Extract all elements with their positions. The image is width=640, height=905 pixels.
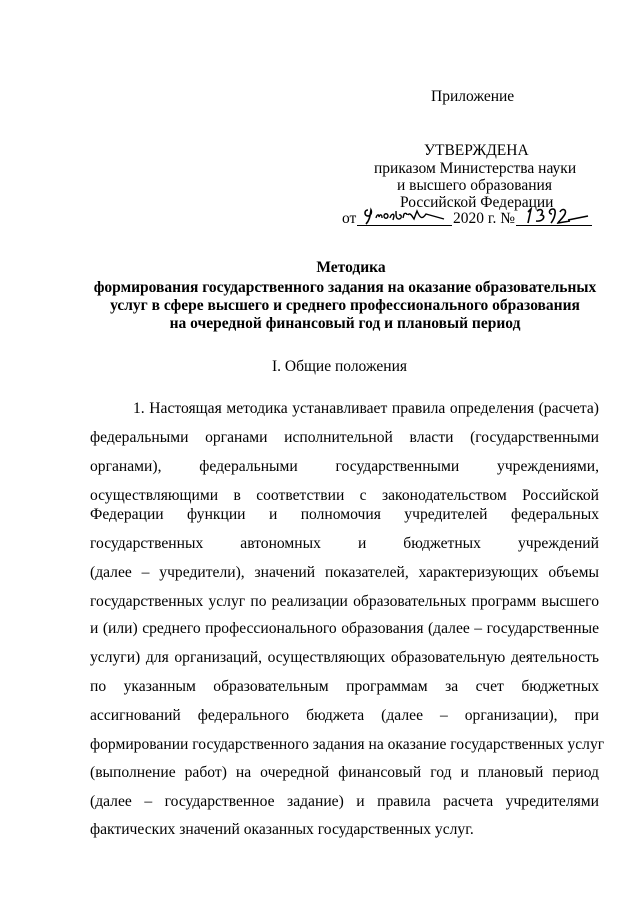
paragraph-line: формировании государственного задания на оказание государственных услуг <box>90 736 605 753</box>
year-number-label: 2020 г. № <box>453 210 516 227</box>
section-heading: I. Общие положения <box>272 358 408 375</box>
handwritten-date-signature <box>362 206 452 225</box>
paragraph-line: Федерации функции и полномочия учредителей федеральных <box>90 506 599 523</box>
document-title <box>60 259 630 333</box>
paragraph-line: государственных автономных и бюджетных учреждений <box>90 535 599 552</box>
handwritten-date <box>357 206 452 226</box>
paragraph-line: государственных услуг по реализации образовательных программ высшего <box>90 593 599 610</box>
paragraph-line: ассигнований федерального бюджета (далее – организации), при <box>90 707 599 724</box>
from-label: от <box>342 210 357 227</box>
title-line: формирования государственного задания на оказание образовательных <box>93 279 597 296</box>
paragraph-line: (далее – учредители), значений показателей, характеризующих объемы <box>90 564 599 581</box>
title-line: услуг в сфере высшего и среднего профессионального образования <box>110 297 580 314</box>
paragraph-line: (выполнение работ) на очередной финансовый год и плановый период <box>90 764 599 781</box>
paragraph-line: органами), федеральными государственными учреждениями, <box>90 458 599 475</box>
title-heading: Методика <box>316 259 386 276</box>
approved-label: УТВЕРЖДЕНА <box>424 142 529 159</box>
paragraph-line: (далее – государственное задание) и правила расчета учредителями <box>90 793 599 810</box>
paragraph-line: осуществляющими в соответствии с законодательством Российской <box>90 487 599 504</box>
paragraph-line: фактических значений оказанных государственных услуг. <box>90 821 474 838</box>
order-line: Российской Федерации <box>400 194 554 211</box>
paragraph-line: федеральными органами исполнительной власти (государственными <box>90 429 599 446</box>
order-line: и высшего образования <box>397 177 552 194</box>
appendix-label: Приложение <box>431 88 515 105</box>
handwritten-order-number <box>516 206 592 226</box>
title-line: на очередной финансовый год и плановый период <box>169 315 521 332</box>
paragraph-line: услуги) для организаций, осуществляющих образовательную деятельность <box>90 649 599 666</box>
order-line: приказом Министерства науки <box>374 160 577 177</box>
order-date-row <box>342 209 592 229</box>
paragraph-line: 1. Настоящая методика устанавливает правила определения (расчета) <box>133 400 599 417</box>
paragraph-line: и (или) среднего профессионального образования (далее – государственные <box>90 620 599 637</box>
handwritten-number-signature <box>522 206 592 225</box>
paragraph-line: по указанным образовательным программам за счет бюджетных <box>90 678 599 695</box>
